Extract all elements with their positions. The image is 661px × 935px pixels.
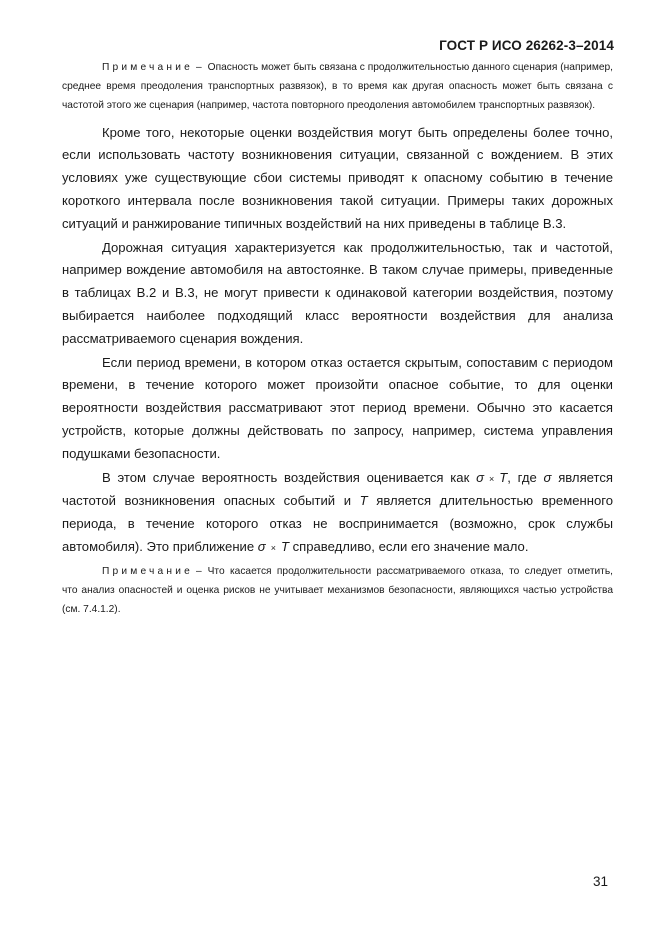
- note-1-text: Опасность может быть связана с продолжительностью данного сценария (например, среднее время преодоления транспортных развязок), в то время как другая опасность может быть связана с частотой этого же сценария (например, частота повторного преодоления автомобилем транспортных развязок).: [62, 62, 613, 112]
- page-number: 31: [592, 874, 608, 889]
- sigma-symbol-3: σ: [257, 538, 266, 554]
- note-2-text: Что касается продолжительности рассматриваемого отказа, то следует отметить, что анализ опасностей и оценка рисков не учитывает механизмов безопасности, являющихся частью устройства (см. 7.4.1.2).: [62, 565, 613, 616]
- t-symbol-3: T: [280, 538, 289, 554]
- paragraph-2: Дорожная ситуация характеризуется как продолжительностью, так и частотой, например вождение автомобиля на автостоянке. В таком случае примеры, приведенные в таблицах В.2 и В.3, не могут привести к одинаковой категории воздействия, поэтому выбирается наиболее подходящий класс вероятности воздействия для анализа рассматриваемого сценария вождения.: [62, 239, 613, 346]
- sigma-symbol-2: σ: [543, 469, 552, 485]
- note-2: [62, 562, 613, 620]
- note-2-label: Примечание: [102, 565, 193, 577]
- formula-text-5: справедливо, если его значение мало.: [292, 538, 529, 554]
- sigma-symbol: σ: [476, 469, 484, 485]
- formula-text-1: В этом случае вероятность воздействия оценивается как: [102, 469, 470, 485]
- t-symbol: T: [499, 469, 508, 485]
- paragraph-3: Если период времени, в котором отказ остается скрытым, сопоставим с периодом времени, в течение которого может произойти опасное событие, то для оценки вероятности воздействия рассматривают этот период времени. Обычно это касается устройств, которые должны действовать по запросу, например, система управления подушками безопасности.: [62, 354, 613, 461]
- paragraph-4-formula: [62, 467, 613, 560]
- formula-text-4: является длительностью временного периода, в течение которого отказ не воспринимается (возможно, срок службы автомобиля). Это приближение: [62, 493, 614, 554]
- note-1-dash: –: [195, 62, 202, 73]
- times-symbol: ×: [488, 473, 495, 484]
- note-2-dash: –: [195, 565, 202, 577]
- page-content: [62, 58, 613, 619]
- times-symbol-2: ×: [270, 542, 276, 553]
- note-1-label: Примечание: [102, 62, 193, 73]
- formula-text-2: , где: [507, 469, 537, 485]
- formula-text-3: является частотой возникновения опасных событий и: [62, 469, 613, 509]
- note-1: [62, 58, 613, 116]
- document-standard-header: ГОСТ Р ИСО 26262-3–2014: [439, 38, 614, 53]
- t-symbol-2: T: [359, 493, 368, 509]
- paragraph-1: Кроме того, некоторые оценки воздействия могут быть определены более точно, если использовать частоту возникновения ситуации, связанной с вождением. В этих условиях уже существующие сбои системы приводят к опасному событию в течение короткого интервала после возникновения такой ситуации. Примеры таких дорожных ситуаций и ранжирование типичных воздействий на них приведены в таблице В.3.: [62, 124, 613, 231]
